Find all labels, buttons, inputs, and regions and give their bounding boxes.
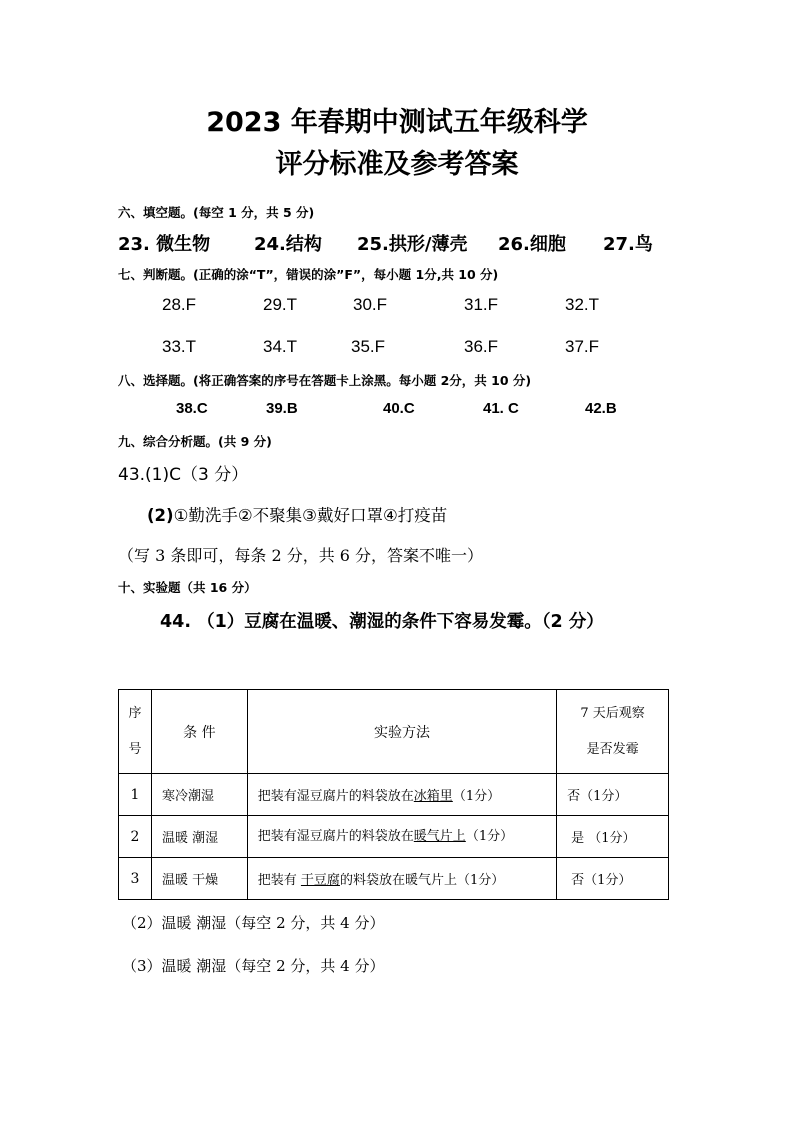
- answer-30: 30.F: [353, 295, 388, 314]
- row-condition: 寒冷潮湿: [151, 774, 247, 816]
- answer-29: 29.T: [263, 295, 298, 314]
- section-6-answers: [0, 230, 794, 256]
- answer-37: 37.F: [565, 337, 600, 356]
- answer-35: 35.F: [351, 337, 386, 356]
- page-subtitle: 评分标准及参考答案: [275, 149, 519, 180]
- answer-36: 36.F: [464, 337, 499, 356]
- row-result: 是 （1分）: [557, 816, 669, 858]
- table-row: [119, 816, 669, 858]
- answer-41: 41. C: [483, 400, 519, 417]
- answer-26: 26.细胞: [498, 234, 566, 255]
- table-header-row: [119, 690, 669, 774]
- answer-44-3: （3）温暖 潮湿（每空 2 分，共 4 分）: [122, 957, 385, 975]
- row-result: 否（1分）: [557, 858, 669, 900]
- answer-43-2-prefix: (2): [147, 506, 174, 525]
- row-number: 3: [119, 858, 152, 900]
- answer-40: 40.C: [383, 400, 415, 417]
- row-condition: 温暖 干燥: [151, 858, 247, 900]
- answer-24: 24.结构: [254, 234, 322, 255]
- answer-42: 42.B: [585, 400, 617, 417]
- header-number: 序 号: [119, 690, 152, 774]
- answer-34: 34.T: [263, 337, 298, 356]
- answer-31: 31.F: [464, 295, 499, 314]
- answer-27: 27.鸟: [603, 234, 653, 255]
- header-result: 7 天后观察 是否发霉: [557, 690, 669, 774]
- row-method: 把装有 干豆腐的料袋放在暖气片上（1分）: [247, 858, 556, 900]
- section-10-heading: 十、实验题（共 16 分）: [118, 580, 257, 595]
- answer-39: 39.B: [266, 400, 298, 417]
- row-number: 1: [119, 774, 152, 816]
- answer-43-2: [147, 502, 447, 526]
- answer-44-2: （2）温暖 潮湿（每空 2 分，共 4 分）: [122, 914, 385, 932]
- answer-43-1: 43.(1)C（3 分）: [118, 465, 249, 485]
- answer-44-1: 44. （1）豆腐在温暖、潮湿的条件下容易发霉。（2 分）: [160, 612, 604, 632]
- row-condition: 温暖 潮湿: [151, 816, 247, 858]
- row-number: 2: [119, 816, 152, 858]
- header-method: 实验方法: [247, 690, 556, 774]
- answer-43-note: （写 3 条即可，每条 2 分，共 6 分，答案不唯一）: [118, 546, 484, 565]
- answer-28: 28.F: [162, 295, 197, 314]
- answer-43-2-text: ①勤洗手②不聚集③戴好口罩④打疫苗: [173, 506, 448, 525]
- section-7-heading: 七、判断题。(正确的涂“T”，错误的涂”F”，每小题 1分,共 10 分): [118, 267, 499, 282]
- answer-25: 25.拱形/薄壳: [357, 234, 468, 255]
- header-condition: 条 件: [151, 690, 247, 774]
- answer-23: 23. 微生物: [118, 234, 211, 255]
- section-6-heading: 六、填空题。(每空 1 分，共 5 分): [118, 205, 315, 220]
- table-row: [119, 774, 669, 816]
- section-8-heading: 八、选择题。(将正确答案的序号在答题卡上涂黑。每小题 2分，共 10 分): [118, 373, 532, 388]
- answer-32: 32.T: [565, 295, 600, 314]
- table-row: [119, 858, 669, 900]
- section-9-heading: 九、综合分析题。(共 9 分): [118, 434, 272, 449]
- row-method: 把装有湿豆腐片的料袋放在冰箱里（1分）: [247, 774, 556, 816]
- page-title: 2023 年春期中测试五年级科学: [206, 107, 588, 138]
- answer-33: 33.T: [162, 337, 197, 356]
- answer-38: 38.C: [176, 400, 208, 417]
- experiment-table: [118, 689, 669, 900]
- row-method: 把装有湿豆腐片的料袋放在暖气片上（1分）: [247, 816, 556, 858]
- row-result: 否（1分）: [557, 774, 669, 816]
